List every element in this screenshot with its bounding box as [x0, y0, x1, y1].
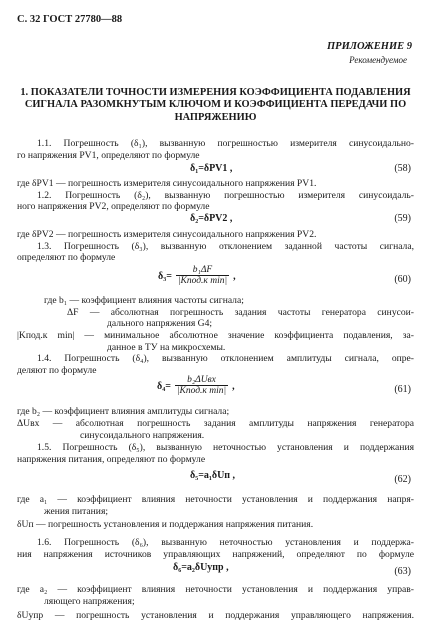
- formula-60-denominator: |Kпод.к min|: [177, 276, 228, 286]
- formula-60-tail: ,: [233, 271, 236, 283]
- formula-58: δ₁=δPV1 ,: [190, 163, 233, 174]
- formula-61-tail: ,: [232, 381, 235, 393]
- para-1-4-where-2: ΔUвх — абсолютная погрешность задания амплитуды напряжения генератора: [17, 418, 414, 429]
- para-1-1-where: где δPV1 — погрешность измерителя синусоидального напряжения PV1.: [17, 178, 317, 189]
- para-1-3-where-4: |Kпод.к min| — минимальное абсолютное значение коэффициента подавления, за-: [17, 330, 414, 341]
- para-1-3-where-2: ΔF — абсолютная погрешность задания частоты генератора синусои-: [67, 307, 414, 318]
- formula-63: δ₆=a₂δUупр ,: [173, 562, 229, 573]
- para-1-1-line1: 1.1. Погрешность (δ₁), вызванную погрешностью измерителя синусоидально-: [37, 138, 414, 149]
- para-1-5-where-1: где a₁ — коэффициент влияния неточности установления и поддержания напря-: [17, 494, 414, 505]
- para-1-2-line1: 1.2. Погрешность (δ₂), вызванную погрешностью измерителя синусоидаль-: [37, 190, 414, 201]
- formula-59: δ₂=δPV2 ,: [190, 213, 233, 224]
- page-label: С. 32 ГОСТ 27780—88: [17, 14, 123, 25]
- formula-60-fraction: [176, 265, 229, 286]
- para-1-1-line2: го напряжения PV1, определяют по формуле: [17, 150, 200, 161]
- formula-62: δ₅=a₁δUп ,: [190, 470, 236, 481]
- para-1-6-where-1: где a₂ — коэффициент влияния неточности установления и поддержания управ-: [17, 584, 414, 595]
- para-1-3-where-1: где b₁ — коэффициент влияния частоты сигнала;: [44, 295, 244, 306]
- para-1-2-where: где δPV2 — погрешность измерителя синусоидального напряжения PV2.: [17, 229, 317, 240]
- para-1-4-where-3: синусоидального напряжения.: [80, 430, 205, 441]
- formula-60-numerator: b₁ΔF: [176, 265, 229, 276]
- equation-number-59: (59): [394, 213, 411, 224]
- appendix-label: ПРИЛОЖЕНИЕ 9: [327, 41, 412, 52]
- para-1-6-line2: ния напряжения источников управляющих напряжений, определяют по формуле: [17, 549, 414, 560]
- para-1-3-line1: 1.3. Погрешность (δ₃), вызванную отклонением заданной частоты сигнала,: [37, 241, 414, 252]
- formula-60: [158, 265, 236, 286]
- formula-61-fraction: [175, 375, 228, 396]
- equation-number-62: (62): [394, 474, 411, 485]
- para-1-5-line1: 1.5. Погрешность (δ₅), вызванную неточностью установления и поддержания: [37, 442, 414, 453]
- equation-number-60: (60): [394, 274, 411, 285]
- para-1-5-where-2: жения питания;: [44, 506, 109, 517]
- formula-61-numerator: b₂ΔUвх: [175, 375, 228, 386]
- para-1-4-line1: 1.4. Погрешность (δ₄), вызванную отклонением амплитуды сигнала, опре-: [37, 353, 414, 364]
- para-1-6-where-3: δUупр — погрешность установления и поддержания управляющего напряжения.: [17, 610, 414, 621]
- para-1-4-where-1: где b₂ — коэффициент влияния амплитуды сигнала;: [17, 406, 230, 417]
- para-1-3-line2: определяют по формуле: [17, 252, 116, 263]
- para-1-3-where-3: дального напряжения G4;: [107, 318, 213, 329]
- formula-61-denominator: |Kпод.к min|: [176, 386, 227, 396]
- formula-61: [157, 375, 235, 396]
- para-1-4-line2: деляют по формуле: [17, 365, 97, 376]
- equation-number-58: (58): [394, 163, 411, 174]
- equation-number-61: (61): [394, 384, 411, 395]
- para-1-5-line2: напряжения питания, определяют по формуле: [17, 454, 206, 465]
- formula-60-lhs: δ₃=: [158, 271, 172, 283]
- para-1-6-where-2: ляющего напряжения;: [44, 596, 135, 607]
- para-1-3-where-5: данное в ТУ на микросхемы.: [107, 342, 226, 353]
- para-1-2-line2: ного напряжения PV2, определяют по формуле: [17, 201, 210, 212]
- para-1-6-line1: 1.6. Погрешность (δ₆), вызванную неточностью установления и поддержа-: [37, 537, 414, 548]
- section-title: 1. ПОКАЗАТЕЛИ ТОЧНОСТИ ИЗМЕРЕНИЯ КОЭФФИЦИЕНТА ПОДАВЛЕНИЯ СИГНАЛА РАЗОМКНУТЫМ КЛЮЧОМ И КОЭФФИЦИЕНТА ПЕРЕДАЧИ ПО НАПРЯЖЕНИЮ: [20, 87, 411, 123]
- appendix-status: Рекомендуемое: [349, 55, 407, 65]
- para-1-5-where-3: δUп — погрешность установления и поддержания напряжения питания.: [17, 519, 314, 530]
- equation-number-63: (63): [394, 566, 411, 577]
- formula-61-lhs: δ₄=: [157, 381, 171, 393]
